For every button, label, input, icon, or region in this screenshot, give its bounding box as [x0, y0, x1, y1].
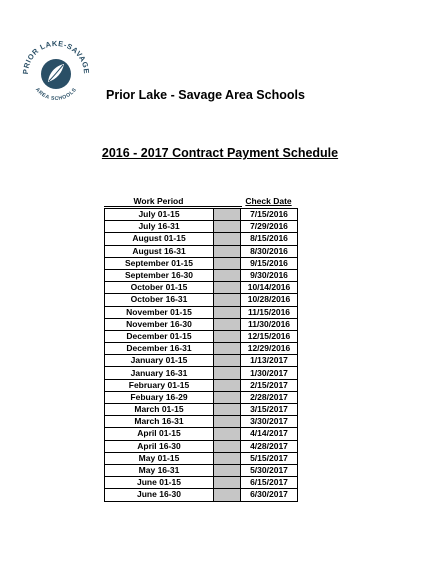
- shaded-cell: [214, 318, 241, 330]
- check-date-cell: 9/30/2016: [241, 269, 298, 281]
- table-row: [105, 355, 298, 367]
- column-header-work-period: Work Period: [133, 196, 184, 206]
- work-period-cell: January 01-15: [105, 355, 214, 367]
- table-row: [105, 379, 298, 391]
- work-period-cell: March 16-31: [105, 416, 214, 428]
- work-period-cell: Febuary 16-29: [105, 391, 214, 403]
- check-date-cell: 3/15/2017: [241, 404, 298, 416]
- work-period-cell: February 01-15: [105, 379, 214, 391]
- table-row: [105, 343, 298, 355]
- work-period-cell: September 01-15: [105, 257, 214, 269]
- work-period-cell: April 01-15: [105, 428, 214, 440]
- work-period-cell: August 16-31: [105, 245, 214, 257]
- table-row: [105, 318, 298, 330]
- payment-schedule-table: [104, 208, 298, 502]
- check-date-cell: 4/14/2017: [241, 428, 298, 440]
- table-row: [105, 330, 298, 342]
- document-title: 2016 - 2017 Contract Payment Schedule: [101, 146, 339, 160]
- check-date-cell: 11/15/2016: [241, 306, 298, 318]
- work-period-cell: October 16-31: [105, 294, 214, 306]
- check-date-cell: 11/30/2016: [241, 318, 298, 330]
- shaded-cell: [214, 269, 241, 281]
- table-row: [105, 391, 298, 403]
- table-row: [105, 464, 298, 476]
- shaded-cell: [214, 477, 241, 489]
- work-period-cell: June 01-15: [105, 477, 214, 489]
- district-logo: [18, 36, 94, 112]
- table-row: [105, 452, 298, 464]
- table-row: [105, 367, 298, 379]
- check-date-cell: 8/15/2016: [241, 233, 298, 245]
- check-date-cell: 7/29/2016: [241, 221, 298, 233]
- check-date-cell: 7/15/2016: [241, 209, 298, 221]
- table-row: [105, 233, 298, 245]
- check-date-cell: 3/30/2017: [241, 416, 298, 428]
- shaded-cell: [214, 367, 241, 379]
- shaded-cell: [214, 440, 241, 452]
- payment-schedule-body: [105, 209, 298, 502]
- check-date-cell: 8/30/2016: [241, 245, 298, 257]
- shaded-cell: [214, 391, 241, 403]
- table-row: [105, 221, 298, 233]
- shaded-cell: [214, 404, 241, 416]
- table-row: [105, 404, 298, 416]
- work-period-cell: July 01-15: [105, 209, 214, 221]
- shaded-cell: [214, 416, 241, 428]
- column-header-rule: [104, 206, 242, 207]
- work-period-cell: April 16-30: [105, 440, 214, 452]
- table-row: [105, 245, 298, 257]
- check-date-cell: 4/28/2017: [241, 440, 298, 452]
- shaded-cell: [214, 245, 241, 257]
- work-period-cell: November 16-30: [105, 318, 214, 330]
- logo-text-bottom: AREA SCHOOLS: [33, 86, 79, 103]
- shaded-cell: [214, 489, 241, 501]
- shaded-cell: [214, 233, 241, 245]
- shaded-cell: [214, 355, 241, 367]
- shaded-cell: [214, 452, 241, 464]
- shaded-cell: [214, 343, 241, 355]
- shaded-cell: [214, 330, 241, 342]
- work-period-cell: January 16-31: [105, 367, 214, 379]
- work-period-cell: December 01-15: [105, 330, 214, 342]
- check-date-cell: 5/30/2017: [241, 464, 298, 476]
- table-row: [105, 269, 298, 281]
- logo-text-top: PRIOR LAKE-SAVAGE: [20, 38, 92, 75]
- shaded-cell: [214, 209, 241, 221]
- table-row: [105, 428, 298, 440]
- check-date-cell: 2/28/2017: [241, 391, 298, 403]
- check-date-cell: 6/15/2017: [241, 477, 298, 489]
- shaded-cell: [214, 428, 241, 440]
- organization-name: Prior Lake - Savage Area Schools: [106, 88, 305, 102]
- check-date-cell: 6/30/2017: [241, 489, 298, 501]
- column-header-check-date: Check Date: [245, 196, 292, 206]
- work-period-cell: December 16-31: [105, 343, 214, 355]
- table-row: [105, 416, 298, 428]
- table-row: [105, 306, 298, 318]
- table-row: [105, 440, 298, 452]
- work-period-cell: November 01-15: [105, 306, 214, 318]
- table-row: [105, 282, 298, 294]
- work-period-cell: July 16-31: [105, 221, 214, 233]
- work-period-cell: March 01-15: [105, 404, 214, 416]
- work-period-cell: May 16-31: [105, 464, 214, 476]
- shaded-cell: [214, 282, 241, 294]
- table-row: [105, 477, 298, 489]
- shaded-cell: [214, 306, 241, 318]
- work-period-cell: May 01-15: [105, 452, 214, 464]
- shaded-cell: [214, 379, 241, 391]
- check-date-cell: 9/15/2016: [241, 257, 298, 269]
- work-period-cell: August 01-15: [105, 233, 214, 245]
- check-date-cell: 10/28/2016: [241, 294, 298, 306]
- check-date-cell: 12/29/2016: [241, 343, 298, 355]
- check-date-cell: 1/30/2017: [241, 367, 298, 379]
- shaded-cell: [214, 257, 241, 269]
- check-date-cell: 10/14/2016: [241, 282, 298, 294]
- shaded-cell: [214, 294, 241, 306]
- work-period-cell: October 01-15: [105, 282, 214, 294]
- work-period-cell: June 16-30: [105, 489, 214, 501]
- table-row: [105, 294, 298, 306]
- shaded-cell: [214, 221, 241, 233]
- table-row: [105, 257, 298, 269]
- check-date-cell: 12/15/2016: [241, 330, 298, 342]
- table-row: [105, 209, 298, 221]
- check-date-cell: 2/15/2017: [241, 379, 298, 391]
- check-date-cell: 5/15/2017: [241, 452, 298, 464]
- table-row: [105, 489, 298, 501]
- work-period-cell: September 16-30: [105, 269, 214, 281]
- check-date-cell: 1/13/2017: [241, 355, 298, 367]
- shaded-cell: [214, 464, 241, 476]
